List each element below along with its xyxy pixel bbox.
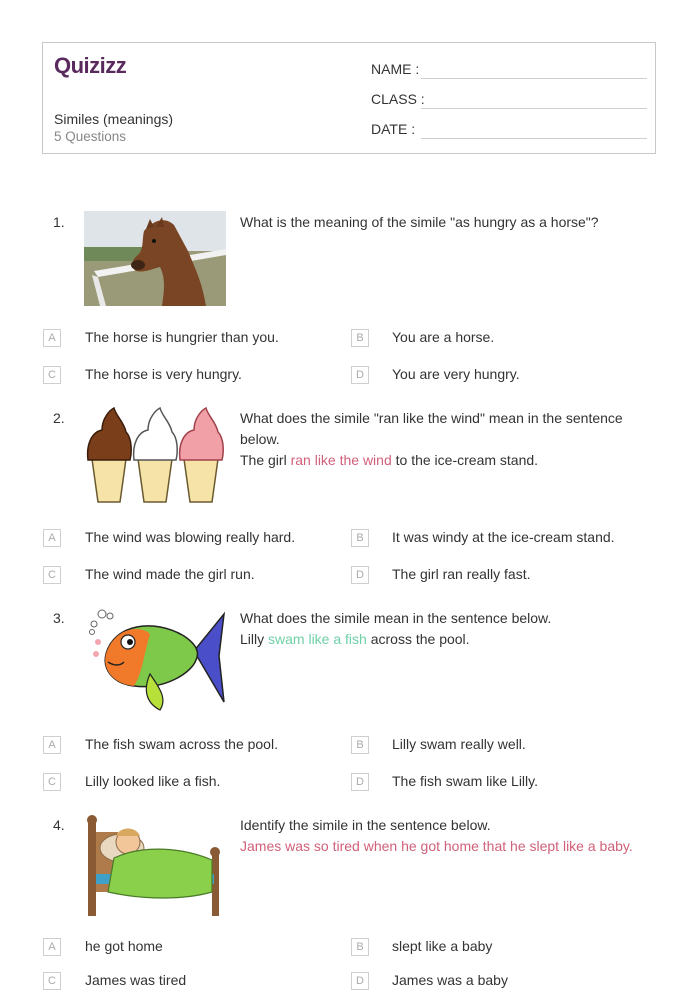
q3-option-d[interactable]: The fish swam like Lilly. [392, 773, 539, 789]
cartoon-fish-image [84, 606, 229, 714]
q1-option-c-letter[interactable]: C [43, 366, 61, 384]
q4-option-b-letter[interactable]: B [351, 938, 369, 956]
quizizz-logo: Quizizz [54, 53, 127, 78]
q1-option-a[interactable]: The horse is hungrier than you. [85, 329, 279, 345]
q4-option-a-letter[interactable]: A [43, 938, 61, 956]
date-line[interactable] [421, 138, 647, 139]
question-2-sentence [240, 450, 660, 471]
name-line[interactable] [421, 78, 647, 79]
q4-option-d-letter[interactable]: D [351, 972, 369, 990]
question-2-number: 2. [53, 410, 65, 426]
q1-option-d[interactable]: You are very hungry. [392, 366, 520, 382]
q2-simile-highlight: ran like the wind [290, 452, 392, 468]
date-label: DATE : [371, 121, 416, 137]
q2-option-a-letter[interactable]: A [43, 529, 61, 547]
question-3-text [240, 608, 660, 650]
q1-option-d-letter[interactable]: D [351, 366, 369, 384]
question-2-text [240, 408, 660, 471]
q3-option-a[interactable]: The fish swam across the pool. [85, 736, 278, 752]
q3-sentence-end: across the pool. [366, 631, 470, 647]
q2-sentence-end: to the ice-cream stand. [391, 452, 539, 468]
q3-option-d-letter[interactable]: D [351, 773, 369, 791]
q4-option-a[interactable]: he got home [85, 938, 163, 954]
question-3-sentence [240, 629, 660, 650]
q4-option-c[interactable]: James was tired [85, 972, 187, 988]
worksheet-title: Similes (meanings) [54, 111, 174, 127]
q3-option-b-letter[interactable]: B [351, 736, 369, 754]
question-1-number: 1. [53, 214, 65, 230]
q3-option-c[interactable]: Lilly looked like a fish. [85, 773, 221, 789]
q2-option-a[interactable]: The wind was blowing really hard. [85, 529, 296, 545]
question-4-text [240, 815, 660, 857]
q3-sentence-start: Lilly [240, 631, 269, 647]
q1-option-b[interactable]: You are a horse. [392, 329, 495, 345]
q2-option-c-letter[interactable]: C [43, 566, 61, 584]
q4-option-c-letter[interactable]: C [43, 972, 61, 990]
q4-option-b[interactable]: slept like a baby [392, 938, 493, 954]
question-1-text: What is the meaning of the simile "as hungry as a horse"? [240, 214, 599, 230]
q2-option-d-letter[interactable]: D [351, 566, 369, 584]
question-4-number: 4. [53, 817, 65, 833]
q3-option-b[interactable]: Lilly swam really well. [392, 736, 526, 752]
q2-option-b[interactable]: It was windy at the ice-cream stand. [392, 529, 615, 545]
q2-option-c[interactable]: The wind made the girl run. [85, 566, 255, 582]
q2-sentence-start: The girl [240, 452, 291, 468]
q1-option-c[interactable]: The horse is very hungry. [85, 366, 242, 382]
class-line[interactable] [421, 108, 647, 109]
question-2-prompt: What does the simile "ran like the wind" mean in the sentence below. [240, 410, 623, 447]
q4-option-d[interactable]: James was a baby [392, 972, 508, 988]
sleeping-boy-bed-image [84, 812, 229, 916]
question-3-prompt: What does the simile mean in the sentence below. [240, 610, 552, 626]
q2-option-b-letter[interactable]: B [351, 529, 369, 547]
name-label: NAME : [371, 61, 420, 77]
question-count: 5 Questions [54, 129, 127, 144]
ice-cream-cones-image [84, 404, 229, 504]
class-label: CLASS : [371, 91, 425, 107]
worksheet-header [42, 42, 656, 154]
q3-option-c-letter[interactable]: C [43, 773, 61, 791]
q3-option-a-letter[interactable]: A [43, 736, 61, 754]
question-3-number: 3. [53, 610, 65, 626]
q1-option-b-letter[interactable]: B [351, 329, 369, 347]
q1-option-a-letter[interactable]: A [43, 329, 61, 347]
horse-photo [84, 211, 226, 306]
q3-simile-highlight: swam like a fish [268, 631, 367, 647]
q4-sentence-highlight: James was so tired when he got home that he slept like a baby. [240, 838, 633, 854]
question-4-prompt: Identify the simile in the sentence below. [240, 817, 491, 833]
q2-option-d[interactable]: The girl ran really fast. [392, 566, 531, 582]
